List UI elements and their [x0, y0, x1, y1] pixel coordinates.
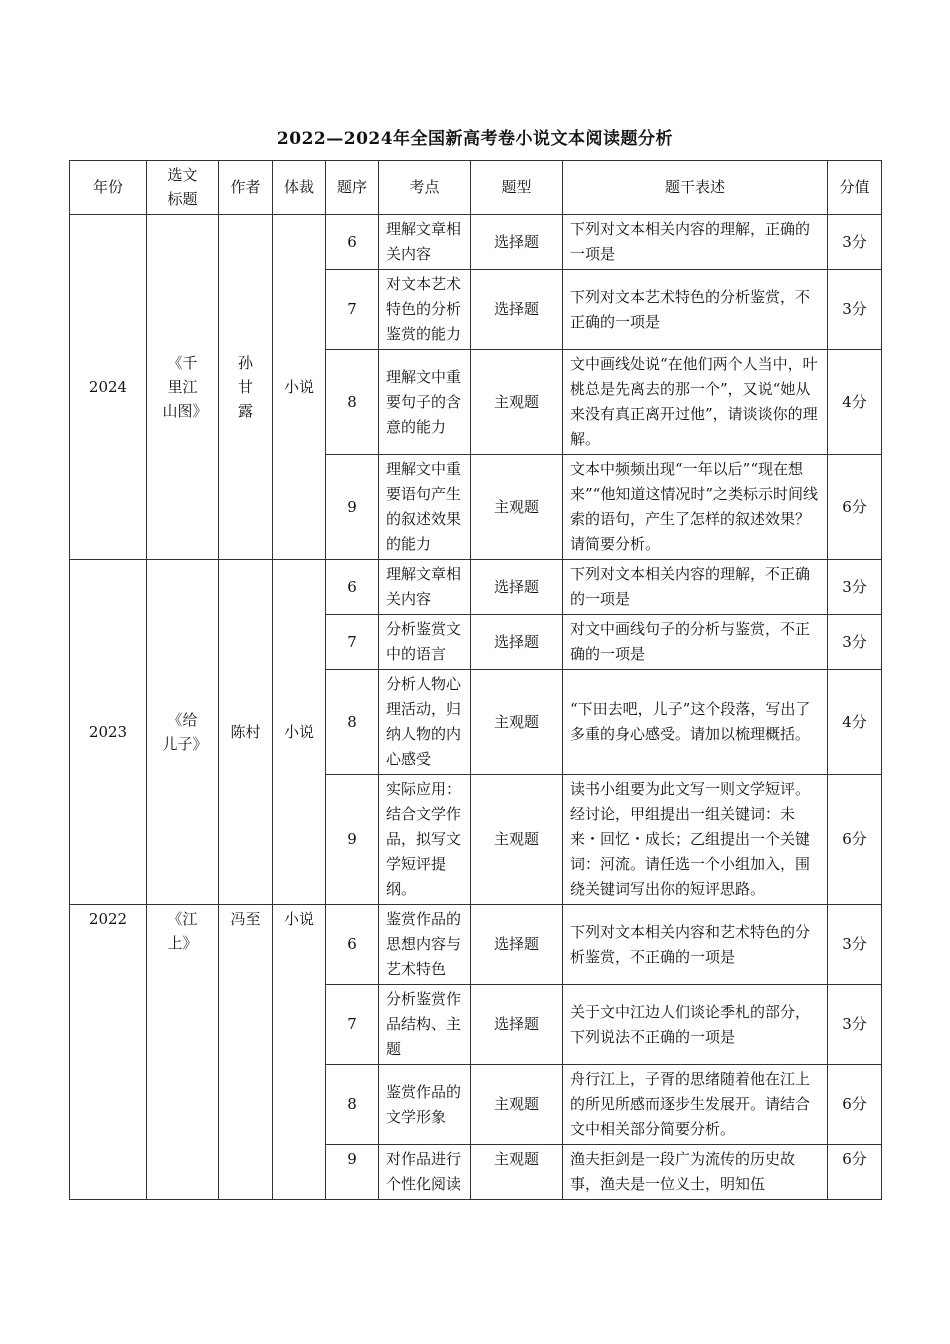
test-point-cell: 分析人物心理活动，归纳人物的内心感受 [379, 670, 471, 775]
question-type-cell: 选择题 [471, 905, 563, 985]
selected-title-cell: 《给儿子》 [147, 560, 219, 905]
header-score: 分值 [828, 161, 882, 215]
question-no-cell: 8 [326, 1065, 379, 1145]
genre-cell: 小说 [273, 905, 326, 1200]
question-no-cell: 7 [326, 270, 379, 350]
test-point-cell: 对文本艺术特色的分析鉴赏的能力 [379, 270, 471, 350]
table-row [70, 560, 882, 615]
question-type-cell: 选择题 [471, 560, 563, 615]
question-type-cell: 主观题 [471, 670, 563, 775]
year-cell: 2023 [70, 560, 147, 905]
test-point-cell: 实际应用：结合文学作品，拟写文学短评提纲。 [379, 775, 471, 905]
author-cell: 孙甘露 [219, 215, 273, 560]
table-row [70, 905, 882, 985]
question-type-cell: 主观题 [471, 455, 563, 560]
stem-cell: 下列对文本相关内容的理解，不正确的一项是 [563, 560, 828, 615]
header-stem: 题干表述 [563, 161, 828, 215]
stem-cell: 对文中画线句子的分析与鉴赏，不正确的一项是 [563, 615, 828, 670]
stem-cell: 文中画线处说“在他们两个人当中，叶桃总是先离去的那一个”，又说“她从来没有真正离开过他”，请谈谈你的理解。 [563, 350, 828, 455]
score-cell: 6分 [828, 1145, 882, 1200]
header-row [70, 161, 882, 215]
question-no-cell: 8 [326, 670, 379, 775]
score-cell: 3分 [828, 560, 882, 615]
test-point-cell: 分析鉴赏作品结构、主题 [379, 985, 471, 1065]
header-year: 年份 [70, 161, 147, 215]
score-cell: 3分 [828, 215, 882, 270]
question-type-cell: 选择题 [471, 215, 563, 270]
stem-cell: 下列对文本艺术特色的分析鉴赏，不正确的一项是 [563, 270, 828, 350]
year-cell: 2022 [70, 905, 147, 1200]
table-row [70, 215, 882, 270]
test-point-cell: 理解文中重要句子的含意的能力 [379, 350, 471, 455]
question-type-cell: 选择题 [471, 615, 563, 670]
question-no-cell: 7 [326, 985, 379, 1065]
test-point-cell: 对作品进行个性化阅读 [379, 1145, 471, 1200]
stem-cell: 文本中频频出现“一年以后”“现在想来”“他知道这情况时”之类标示时间线索的语句，产生了怎样的叙述效果？请简要分析。 [563, 455, 828, 560]
stem-cell: 关于文中江边人们谈论季札的部分，下列说法不正确的一项是 [563, 985, 828, 1065]
stem-cell: 下列对文本相关内容的理解，正确的一项是 [563, 215, 828, 270]
score-cell: 6分 [828, 455, 882, 560]
score-cell: 4分 [828, 670, 882, 775]
test-point-cell: 鉴赏作品的文学形象 [379, 1065, 471, 1145]
question-no-cell: 6 [326, 560, 379, 615]
question-type-cell: 选择题 [471, 985, 563, 1065]
score-cell: 3分 [828, 905, 882, 985]
year-cell: 2024 [70, 215, 147, 560]
header-selected-title: 选文标题 [147, 161, 219, 215]
header-genre: 体裁 [273, 161, 326, 215]
score-cell: 3分 [828, 985, 882, 1065]
question-no-cell: 6 [326, 905, 379, 985]
question-type-cell: 选择题 [471, 270, 563, 350]
genre-cell: 小说 [273, 215, 326, 560]
question-type-cell: 主观题 [471, 350, 563, 455]
question-no-cell: 9 [326, 775, 379, 905]
score-cell: 4分 [828, 350, 882, 455]
selected-title-cell: 《千里江山图》 [147, 215, 219, 560]
question-no-cell: 9 [326, 455, 379, 560]
stem-cell: 渔夫拒剑是一段广为流传的历史故事，渔夫是一位义士，明知伍 [563, 1145, 828, 1200]
header-question-type: 题型 [471, 161, 563, 215]
stem-cell: 下列对文本相关内容和艺术特色的分析鉴赏，不正确的一项是 [563, 905, 828, 985]
test-point-cell: 理解文中重要语句产生的叙述效果的能力 [379, 455, 471, 560]
selected-title-cell: 《江上》 [147, 905, 219, 1200]
header-author: 作者 [219, 161, 273, 215]
analysis-table [69, 160, 882, 1200]
score-cell: 6分 [828, 1065, 882, 1145]
test-point-cell: 鉴赏作品的思想内容与艺术特色 [379, 905, 471, 985]
genre-cell: 小说 [273, 560, 326, 905]
header-test-point: 考点 [379, 161, 471, 215]
test-point-cell: 分析鉴赏文中的语言 [379, 615, 471, 670]
author-cell: 冯至 [219, 905, 273, 1200]
question-no-cell: 8 [326, 350, 379, 455]
question-no-cell: 7 [326, 615, 379, 670]
score-cell: 6分 [828, 775, 882, 905]
score-cell: 3分 [828, 270, 882, 350]
stem-cell: 舟行江上，子胥的思绪随着他在江上的所见所感而逐步生发展开。请结合文中相关部分简要分析。 [563, 1065, 828, 1145]
test-point-cell: 理解文章相关内容 [379, 215, 471, 270]
question-no-cell: 6 [326, 215, 379, 270]
author-cell: 陈村 [219, 560, 273, 905]
stem-cell: “下田去吧，儿子”这个段落，写出了多重的身心感受。请加以梳理概括。 [563, 670, 828, 775]
question-type-cell: 主观题 [471, 1065, 563, 1145]
page-title: 2022—2024年全国新高考卷小说文本阅读题分析 [276, 129, 674, 149]
question-type-cell: 主观题 [471, 775, 563, 905]
score-cell: 3分 [828, 615, 882, 670]
question-no-cell: 9 [326, 1145, 379, 1200]
header-question-no: 题序 [326, 161, 379, 215]
question-type-cell: 主观题 [471, 1145, 563, 1200]
test-point-cell: 理解文章相关内容 [379, 560, 471, 615]
stem-cell: 读书小组要为此文写一则文学短评。经讨论，甲组提出一组关键词：未来・回忆・成长；乙组提出一个关键词：河流。请任选一个小组加入，围绕关键词写出你的短评思路。 [563, 775, 828, 905]
